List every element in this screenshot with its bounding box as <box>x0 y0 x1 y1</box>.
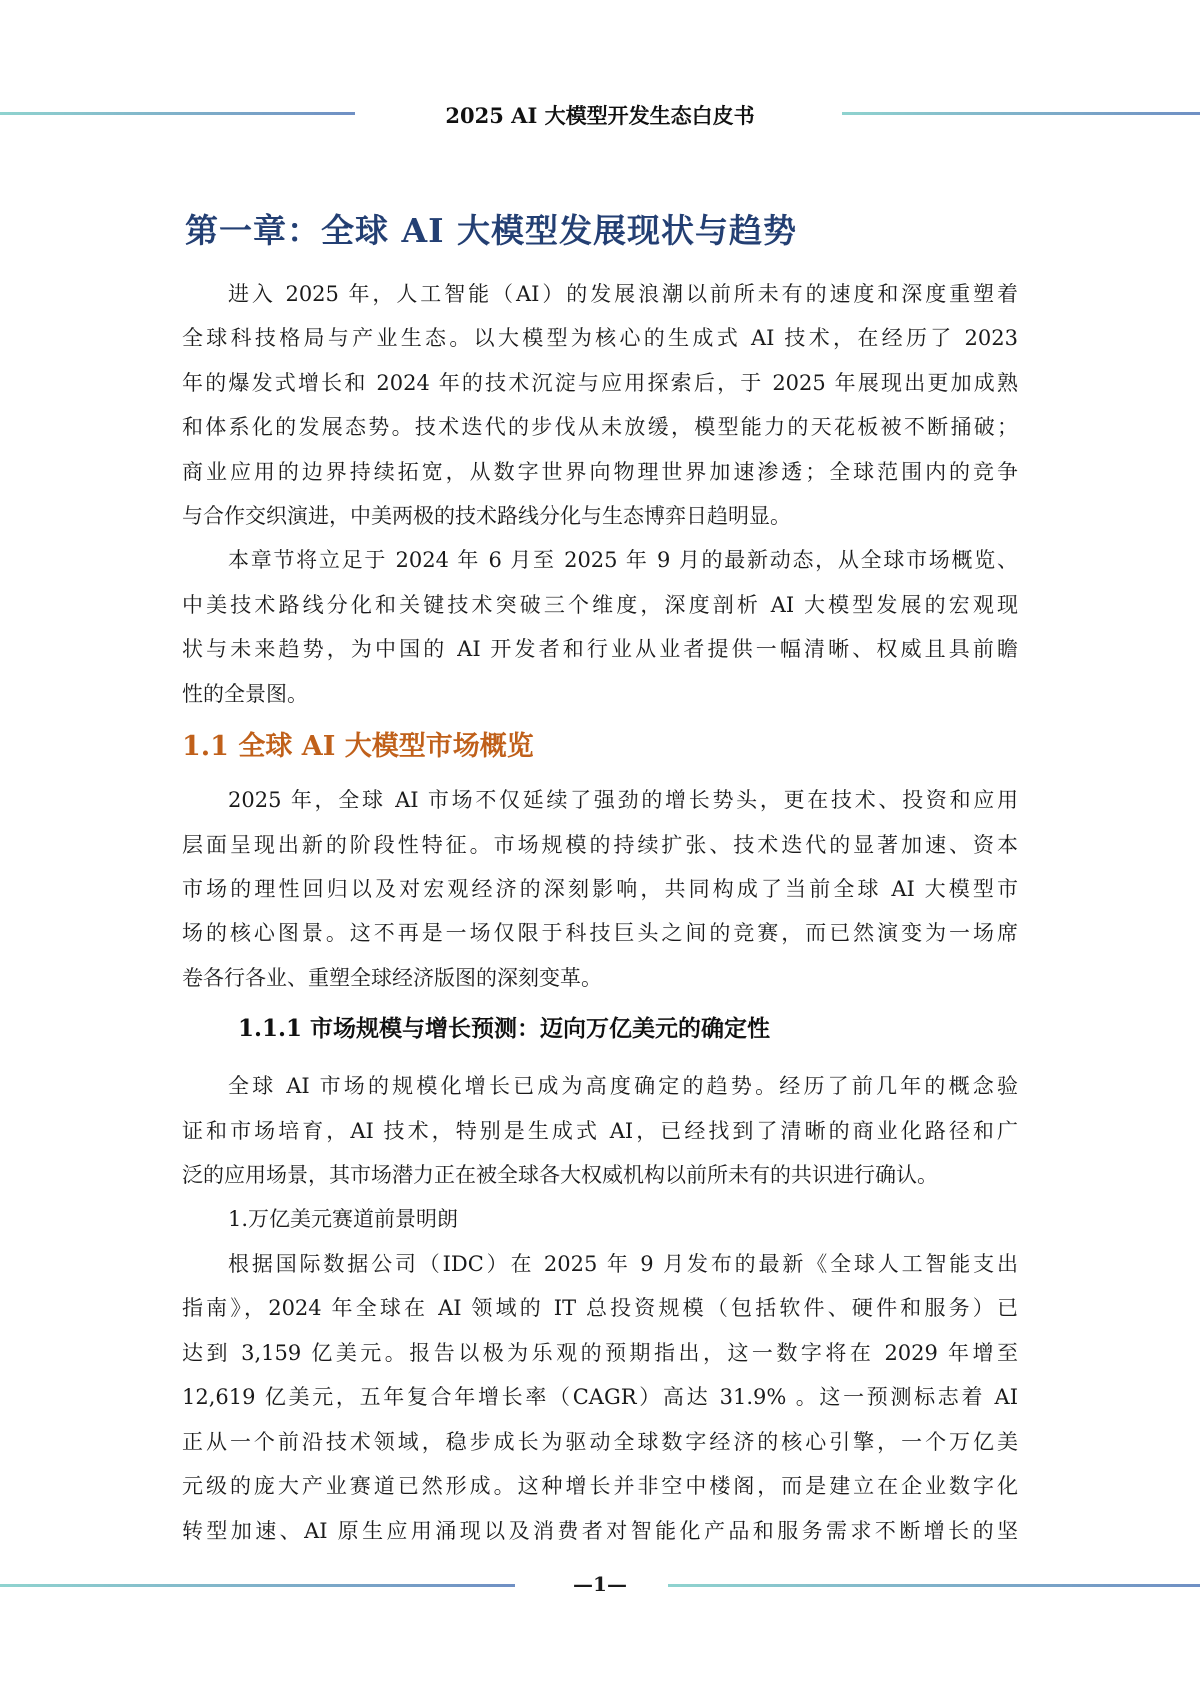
paragraph-line: 指南》，2024 年全球在 AI 领域的 IT 总投资规模（包括软件、硬件和服务）已 <box>182 1296 1018 1320</box>
paragraph-line: 场的核心图景。这不再是一场仅限于科技巨头之间的竞赛，而已然演变为一场席 <box>182 921 1018 945</box>
paragraph-line: 12,619 亿美元，五年复合年增长率（CAGR）高达 31.9% 。这一预测标志着 AI <box>182 1385 1018 1409</box>
paragraph-line: 证和市场培育，AI 技术，特别是生成式 AI，已经找到了清晰的商业化路径和广 <box>182 1119 1018 1143</box>
paragraph-line: 全球 AI 市场的规模化增长已成为高度确定的趋势。经历了前几年的概念验 <box>228 1074 1018 1098</box>
paragraph-line: 与合作交织演进，中美两极的技术路线分化与生态博弈日趋明显。 <box>182 504 791 528</box>
paragraph-line: 层面呈现出新的阶段性特征。市场规模的持续扩张、技术迭代的显著加速、资本 <box>182 833 1018 857</box>
paragraph-line: 泛的应用场景，其市场潜力正在被全球各大权威机构以前所未有的共识进行确认。 <box>182 1163 938 1187</box>
paragraph-line: 年的爆发式增长和 2024 年的技术沉淀与应用探索后，于 2025 年展现出更加成熟 <box>182 371 1018 395</box>
paragraph-line: 市场的理性回归以及对宏观经济的深刻影响，共同构成了当前全球 AI 大模型市 <box>182 877 1018 901</box>
paragraph-line: 状与未来趋势，为中国的 AI 开发者和行业从业者提供一幅清晰、权威且具前瞻 <box>182 637 1018 661</box>
paragraph-line: 中美技术路线分化和关键技术突破三个维度，深度剖析 AI 大模型发展的宏观现 <box>182 593 1018 617</box>
paragraph-line: 卷各行各业、重塑全球经济版图的深刻变革。 <box>182 966 602 990</box>
section-heading-1-1-1: 1.1.1 市场规模与增长预测：迈向万亿美元的确定性 <box>238 1015 771 1042</box>
paragraph-line: 正从一个前沿技术领域，稳步成长为驱动全球数字经济的核心引擎，一个万亿美 <box>182 1430 1018 1454</box>
paragraph-line: 性的全景图。 <box>182 682 308 706</box>
section-heading-1-1: 1.1 全球 AI 大模型市场概览 <box>182 731 534 762</box>
paragraph-line: 本章节将立足于 2024 年 6 月至 2025 年 9 月的最新动态，从全球市场概览、 <box>228 548 1018 572</box>
paragraph-line: 根据国际数据公司（IDC）在 2025 年 9 月发布的最新《全球人工智能支出 <box>228 1252 1018 1276</box>
paragraph-line: 达到 3,159 亿美元。报告以极为乐观的预期指出，这一数字将在 2029 年增至 <box>182 1341 1018 1365</box>
paragraph-line: 商业应用的边界持续拓宽，从数字世界向物理世界加速渗透；全球范围内的竞争 <box>182 460 1018 484</box>
paragraph-line: 进入 2025 年，人工智能（AI）的发展浪潮以前所未有的速度和深度重塑着 <box>228 282 1018 306</box>
paragraph-line: 全球科技格局与产业生态。以大模型为核心的生成式 AI 技术，在经历了 2023 <box>182 326 1018 350</box>
chapter-title: 第一章：全球 AI 大模型发展现状与趋势 <box>185 211 798 250</box>
page-number: —1— <box>573 1572 627 1596</box>
paragraph-line: 元级的庞大产业赛道已然形成。这种增长并非空中楼阁，而是建立在企业数字化 <box>182 1474 1018 1498</box>
list-item-heading: 1.万亿美元赛道前景明朗 <box>228 1207 459 1231</box>
running-header: 2025 AI 大模型开发生态白皮书 <box>445 103 755 128</box>
paragraph-line: 2025 年，全球 AI 市场不仅延续了强劲的增长势头，更在技术、投资和应用 <box>228 788 1018 812</box>
paragraph-line: 转型加速、AI 原生应用涌现以及消费者对智能化产品和服务需求不断增长的坚 <box>182 1519 1018 1543</box>
paragraph-line: 和体系化的发展态势。技术迭代的步伐从未放缓，模型能力的天花板被不断捅破； <box>182 415 1018 439</box>
